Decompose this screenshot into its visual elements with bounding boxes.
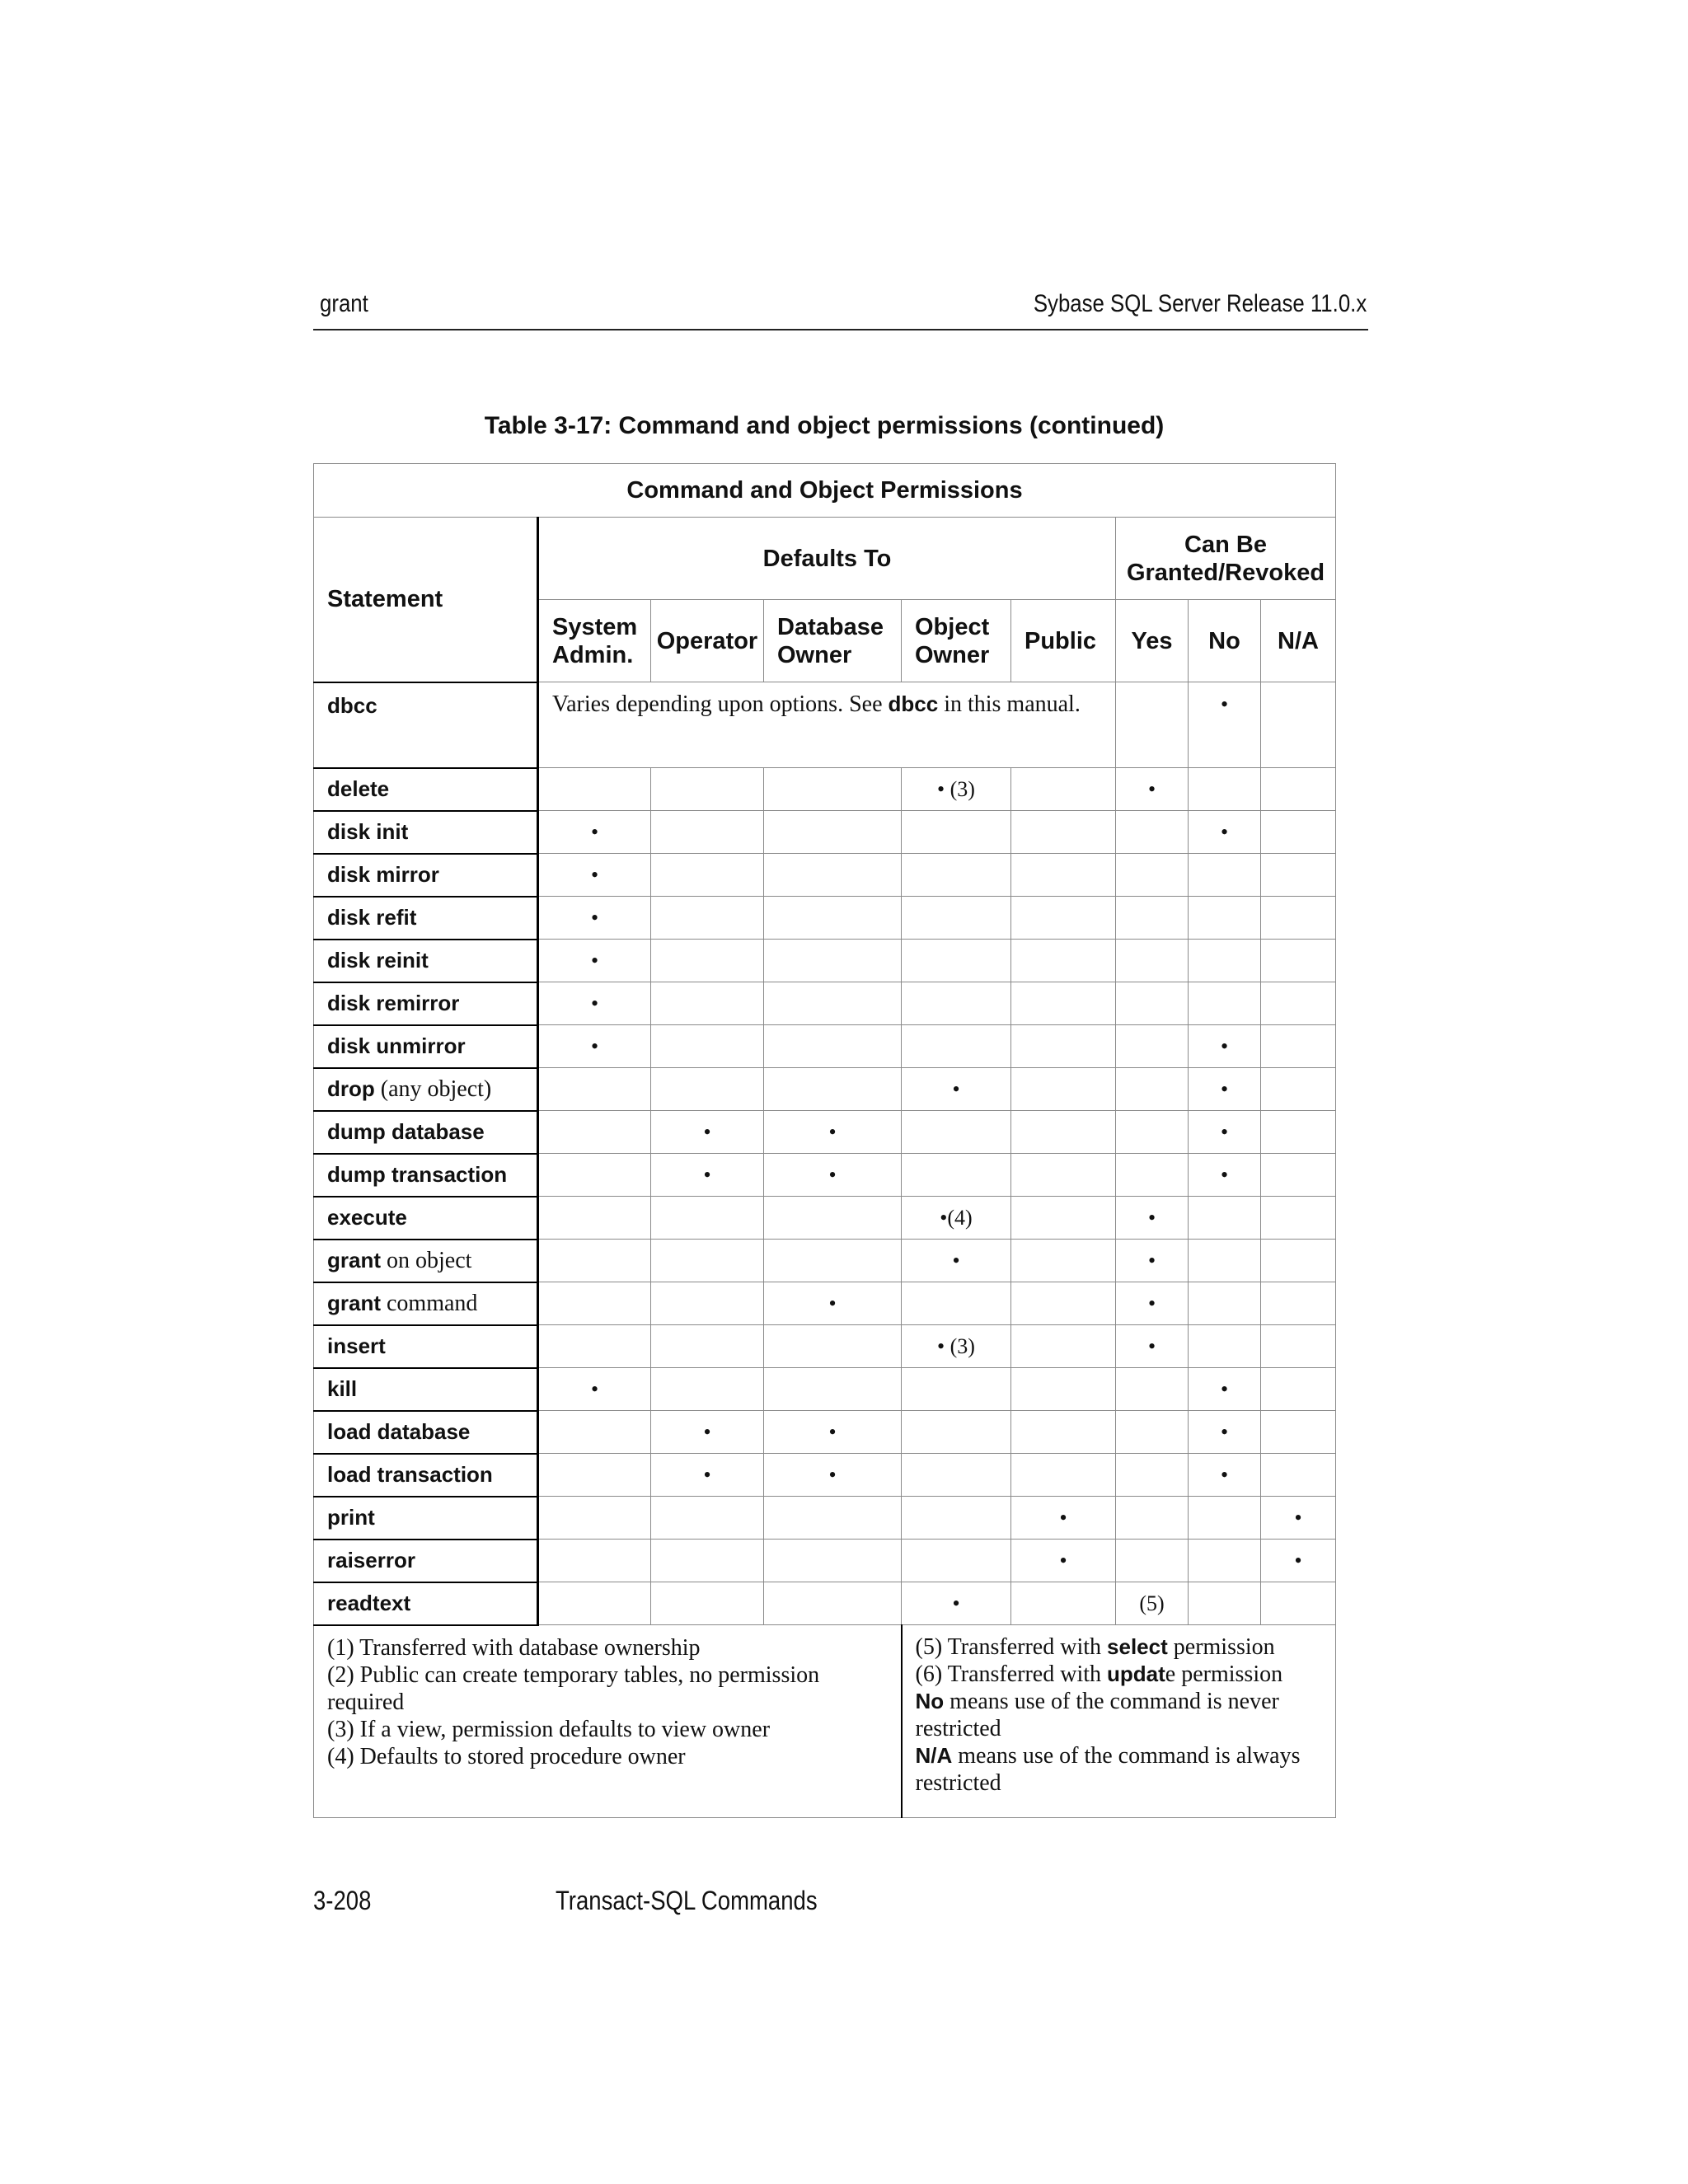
cell-object-owner — [902, 1025, 1011, 1068]
cell-operator — [651, 1325, 764, 1368]
cell-system-admin — [538, 1111, 651, 1154]
cell-operator: • — [651, 1154, 764, 1197]
statement-keyword: dump transaction — [327, 1162, 508, 1187]
cell-public — [1011, 768, 1116, 811]
cell-system-admin: • — [538, 1368, 651, 1411]
cell-yes: (5) — [1116, 1582, 1189, 1625]
statement-keyword: load database — [327, 1419, 471, 1444]
table-row — [314, 1025, 1336, 1068]
cell-no — [1189, 940, 1261, 982]
cell-no: • — [1189, 682, 1261, 768]
cell-no: • — [1189, 1411, 1261, 1454]
cell-public — [1011, 1154, 1116, 1197]
table-row — [314, 1325, 1336, 1368]
cell-no — [1189, 1497, 1261, 1540]
cell-public — [1011, 982, 1116, 1025]
cell-database-owner — [764, 854, 902, 897]
cell-public — [1011, 1454, 1116, 1497]
statement-keyword: disk unmirror — [327, 1033, 466, 1058]
cell-operator: • — [651, 1454, 764, 1497]
cell-operator — [651, 1282, 764, 1325]
footnote: (1) Transferred with database ownership — [327, 1634, 701, 1661]
table-row — [314, 1454, 1336, 1497]
cell-na — [1261, 1582, 1336, 1625]
cell-no — [1189, 1540, 1261, 1582]
statement-keyword: raiserror — [327, 1548, 415, 1572]
statement-name — [314, 1240, 538, 1282]
cell-public — [1011, 1111, 1116, 1154]
cell-na — [1261, 982, 1336, 1025]
cell-system-admin — [538, 768, 651, 811]
cell-no — [1189, 982, 1261, 1025]
statement-keyword: grant — [327, 1290, 381, 1315]
cell-public — [1011, 1197, 1116, 1240]
footnote-keyword: select — [1107, 1634, 1168, 1659]
statement-qualifier: command — [381, 1290, 478, 1316]
cell-object-owner — [902, 940, 1011, 982]
cell-database-owner — [764, 1497, 902, 1540]
cell-public — [1011, 1240, 1116, 1282]
cell-no — [1189, 1240, 1261, 1282]
cell-no: • — [1189, 1368, 1261, 1411]
cell-operator — [651, 897, 764, 940]
can-be-granted-header: Can Be Granted/Revoked — [1116, 518, 1336, 600]
cell-database-owner: • — [764, 1411, 902, 1454]
table-row — [314, 1068, 1336, 1111]
cell-operator — [651, 940, 764, 982]
statement-keyword: load transaction — [327, 1462, 493, 1487]
statement-name — [314, 1540, 538, 1582]
cell-yes — [1116, 1068, 1189, 1111]
table-row — [314, 1497, 1336, 1540]
cell-database-owner — [764, 1240, 902, 1282]
cell-object-owner — [902, 1282, 1011, 1325]
footnote — [916, 1633, 1323, 1661]
running-header-product: Sybase SQL Server Release 11.0.x — [1033, 290, 1367, 317]
table-caption: Table 3-17: Command and object permissions (continued) — [484, 412, 1165, 439]
statement-qualifier: on object — [381, 1247, 472, 1273]
cell-database-owner — [764, 768, 902, 811]
cell-system-admin: • — [538, 1025, 651, 1068]
cell-yes — [1116, 982, 1189, 1025]
cell-operator — [651, 1497, 764, 1540]
cell-no — [1189, 1282, 1261, 1325]
statement-name — [314, 1154, 538, 1197]
cell-system-admin — [538, 1582, 651, 1625]
cell-object-owner — [902, 1154, 1011, 1197]
cell-object-owner — [902, 982, 1011, 1025]
cell-operator — [651, 1068, 764, 1111]
cell-operator — [651, 1540, 764, 1582]
statement-name — [314, 1111, 538, 1154]
table-row — [314, 1111, 1336, 1154]
statement-keyword: grant — [327, 1247, 381, 1272]
cell-object-owner — [902, 811, 1011, 854]
cell-public — [1011, 1068, 1116, 1111]
cell-public — [1011, 811, 1116, 854]
cell-database-owner: • — [764, 1282, 902, 1325]
col-database-owner: Database Owner — [764, 600, 902, 682]
cell-system-admin — [538, 1325, 651, 1368]
running-header-section: grant — [320, 290, 368, 317]
cell-yes — [1116, 1411, 1189, 1454]
table-row — [314, 1240, 1336, 1282]
cell-no — [1189, 1197, 1261, 1240]
table-row — [314, 897, 1336, 940]
cell-public — [1011, 1282, 1116, 1325]
footnotes-right — [902, 1625, 1336, 1818]
statement-keyword: execute — [327, 1205, 407, 1230]
defaults-to-header: Defaults To — [538, 518, 1116, 600]
cell-system-admin: • — [538, 897, 651, 940]
table-row — [314, 854, 1336, 897]
cell-yes — [1116, 1025, 1189, 1068]
table-row — [314, 1282, 1336, 1325]
cell-object-owner — [902, 1411, 1011, 1454]
cell-system-admin — [538, 1197, 651, 1240]
statement-keyword: disk remirror — [327, 991, 460, 1015]
cell-no — [1189, 854, 1261, 897]
cell-object-owner: • (3) — [902, 1325, 1011, 1368]
cell-yes — [1116, 682, 1189, 768]
statement-name — [314, 1025, 538, 1068]
cell-public: • — [1011, 1540, 1116, 1582]
statement-keyword: dump database — [327, 1119, 485, 1144]
footnote-text: e permission — [1165, 1661, 1283, 1687]
footnote-keyword: N/A — [915, 1743, 953, 1768]
cell-na — [1261, 1240, 1336, 1282]
footnote — [916, 1688, 1323, 1742]
statement-keyword: kill — [327, 1376, 358, 1401]
page-number: 3-208 — [313, 1886, 372, 1915]
cell-object-owner — [902, 1497, 1011, 1540]
cell-database-owner — [764, 1368, 902, 1411]
cell-database-owner — [764, 1197, 902, 1240]
cell-na — [1261, 1282, 1336, 1325]
cell-no — [1189, 1582, 1261, 1625]
statement-name — [314, 1282, 538, 1325]
cell-object-owner: • — [902, 1582, 1011, 1625]
statement-keyword: print — [327, 1505, 375, 1530]
cell-public — [1011, 1025, 1116, 1068]
cell-system-admin — [538, 1154, 651, 1197]
cell-object-owner — [902, 1111, 1011, 1154]
cell-yes — [1116, 854, 1189, 897]
statement-name — [314, 1454, 538, 1497]
table-title: Command and Object Permissions — [314, 464, 1336, 518]
footnote-keyword: updat — [1107, 1661, 1165, 1686]
statement-keyword: delete — [327, 776, 390, 801]
cell-operator — [651, 1240, 764, 1282]
cell-operator: • — [651, 1111, 764, 1154]
cell-database-owner — [764, 1025, 902, 1068]
cell-yes — [1116, 1111, 1189, 1154]
cell-no — [1189, 897, 1261, 940]
cell-na — [1261, 897, 1336, 940]
cell-no: • — [1189, 1025, 1261, 1068]
cell-system-admin — [538, 1497, 651, 1540]
cell-no — [1189, 1325, 1261, 1368]
table-row — [314, 1368, 1336, 1411]
statement-name — [314, 897, 538, 940]
cell-public — [1011, 854, 1116, 897]
statement-keyword: disk reinit — [327, 948, 429, 972]
cell-public — [1011, 940, 1116, 982]
cell-na — [1261, 811, 1336, 854]
cell-no: • — [1189, 1154, 1261, 1197]
statement-keyword: insert — [327, 1333, 386, 1358]
cell-na — [1261, 1111, 1336, 1154]
cell-yes: • — [1116, 1197, 1189, 1240]
cell-database-owner: • — [764, 1454, 902, 1497]
cell-na: • — [1261, 1540, 1336, 1582]
cell-system-admin: • — [538, 811, 651, 854]
cell-yes — [1116, 1154, 1189, 1197]
cell-no: • — [1189, 1454, 1261, 1497]
table-row — [314, 1540, 1336, 1582]
footnote: (3) If a view, permission defaults to view owner — [327, 1716, 771, 1742]
footnote: (2) Public can create temporary tables, no permission required — [327, 1661, 820, 1715]
table-row — [314, 982, 1336, 1025]
cell-na — [1261, 854, 1336, 897]
col-object-owner: Object Owner — [902, 600, 1011, 682]
cell-na — [1261, 1411, 1336, 1454]
cell-yes — [1116, 1454, 1189, 1497]
cell-system-admin — [538, 1454, 651, 1497]
cell-object-owner — [902, 897, 1011, 940]
cell-na — [1261, 940, 1336, 982]
cell-yes: • — [1116, 1240, 1189, 1282]
permissions-table — [313, 463, 1336, 1818]
cell-object-owner: • (3) — [902, 768, 1011, 811]
table-row — [314, 1411, 1336, 1454]
cell-database-owner — [764, 1582, 902, 1625]
col-yes: Yes — [1116, 600, 1189, 682]
table-row — [314, 1154, 1336, 1197]
footnote-text: permission — [1167, 1634, 1275, 1660]
table-row — [314, 940, 1336, 982]
footnote — [916, 1661, 1323, 1688]
cell-system-admin: • — [538, 940, 651, 982]
cell-na — [1261, 682, 1336, 768]
dbcc-note — [538, 682, 1116, 768]
cell-no — [1189, 768, 1261, 811]
col-operator: Operator — [651, 600, 764, 682]
table-row — [314, 1197, 1336, 1240]
cell-operator — [651, 1025, 764, 1068]
statement-keyword: disk refit — [327, 905, 417, 930]
cell-operator — [651, 1582, 764, 1625]
cell-object-owner: • — [902, 1068, 1011, 1111]
footnote-text: means use of the command is never restricted — [915, 1689, 1279, 1741]
cell-database-owner — [764, 1068, 902, 1111]
cell-no: • — [1189, 1068, 1261, 1111]
cell-na: • — [1261, 1497, 1336, 1540]
cell-yes — [1116, 1368, 1189, 1411]
cell-yes — [1116, 940, 1189, 982]
cell-public — [1011, 1368, 1116, 1411]
cell-object-owner: •(4) — [902, 1197, 1011, 1240]
cell-object-owner — [902, 1540, 1011, 1582]
footnote-text: (5) Transferred with — [915, 1634, 1108, 1660]
col-public: Public — [1011, 600, 1116, 682]
footnote — [916, 1742, 1323, 1797]
statement-qualifier: (any object) — [374, 1076, 492, 1102]
col-no: No — [1189, 600, 1261, 682]
statement-name — [314, 1582, 538, 1625]
dbcc-note-code: dbcc — [888, 691, 939, 716]
footnote-keyword: No — [915, 1689, 945, 1713]
cell-yes — [1116, 897, 1189, 940]
cell-yes — [1116, 1540, 1189, 1582]
cell-na — [1261, 1368, 1336, 1411]
table-row — [314, 811, 1336, 854]
footer-title: Transact-SQL Commands — [556, 1886, 818, 1915]
statement-name — [314, 1325, 538, 1368]
cell-system-admin — [538, 1282, 651, 1325]
cell-na — [1261, 1197, 1336, 1240]
dbcc-note-text-end: in this manual. — [938, 691, 1081, 717]
cell-public — [1011, 1325, 1116, 1368]
cell-database-owner — [764, 1325, 902, 1368]
statement-name — [314, 768, 538, 811]
statement-name — [314, 811, 538, 854]
statement-keyword: disk mirror — [327, 862, 439, 887]
cell-system-admin — [538, 1068, 651, 1111]
cell-system-admin: • — [538, 982, 651, 1025]
cell-system-admin: • — [538, 854, 651, 897]
statement-keyword: disk init — [327, 819, 409, 844]
footnote: (4) Defaults to stored procedure owner — [327, 1743, 686, 1769]
cell-no: • — [1189, 1111, 1261, 1154]
footnotes-left — [314, 1625, 902, 1818]
cell-database-owner — [764, 982, 902, 1025]
cell-na — [1261, 1454, 1336, 1497]
cell-na — [1261, 1154, 1336, 1197]
cell-operator — [651, 854, 764, 897]
cell-system-admin — [538, 1411, 651, 1454]
cell-yes: • — [1116, 1282, 1189, 1325]
statement-name — [314, 1068, 538, 1111]
statement-name — [314, 940, 538, 982]
cell-na — [1261, 1325, 1336, 1368]
cell-yes: • — [1116, 1325, 1189, 1368]
cell-public: • — [1011, 1497, 1116, 1540]
cell-na — [1261, 1025, 1336, 1068]
cell-object-owner — [902, 1454, 1011, 1497]
statement-header: Statement — [314, 518, 538, 682]
statement-name — [314, 1497, 538, 1540]
cell-public — [1011, 1411, 1116, 1454]
cell-operator: • — [651, 1411, 764, 1454]
cell-database-owner: • — [764, 1111, 902, 1154]
cell-yes — [1116, 811, 1189, 854]
statement-keyword: readtext — [327, 1591, 411, 1615]
cell-public — [1011, 897, 1116, 940]
statement-name — [314, 854, 538, 897]
cell-system-admin — [538, 1540, 651, 1582]
footnote-text: (6) Transferred with — [915, 1661, 1108, 1687]
header-rule — [313, 329, 1368, 330]
cell-na — [1261, 1068, 1336, 1111]
cell-public — [1011, 1582, 1116, 1625]
cell-object-owner: • — [902, 1240, 1011, 1282]
statement-name: dbcc — [314, 682, 538, 768]
cell-na — [1261, 768, 1336, 811]
cell-database-owner — [764, 811, 902, 854]
col-system-admin: System Admin. — [538, 600, 651, 682]
cell-database-owner — [764, 940, 902, 982]
statement-name — [314, 982, 538, 1025]
cell-system-admin — [538, 1240, 651, 1282]
cell-database-owner — [764, 1540, 902, 1582]
statement-name — [314, 1197, 538, 1240]
cell-object-owner — [902, 854, 1011, 897]
cell-operator — [651, 1368, 764, 1411]
statement-name — [314, 1368, 538, 1411]
cell-operator — [651, 982, 764, 1025]
cell-yes — [1116, 1497, 1189, 1540]
cell-yes: • — [1116, 768, 1189, 811]
table-row — [314, 682, 1336, 768]
cell-object-owner — [902, 1368, 1011, 1411]
table-row — [314, 1582, 1336, 1625]
cell-operator — [651, 811, 764, 854]
cell-database-owner: • — [764, 1154, 902, 1197]
dbcc-note-text: Varies depending upon options. See — [552, 691, 889, 717]
cell-database-owner — [764, 897, 902, 940]
statement-name — [314, 1411, 538, 1454]
footnote-text: means use of the command is always restricted — [915, 1743, 1301, 1796]
statement-keyword: drop — [327, 1076, 375, 1101]
cell-no: • — [1189, 811, 1261, 854]
table-row — [314, 768, 1336, 811]
col-na: N/A — [1261, 600, 1336, 682]
cell-operator — [651, 768, 764, 811]
cell-operator — [651, 1197, 764, 1240]
